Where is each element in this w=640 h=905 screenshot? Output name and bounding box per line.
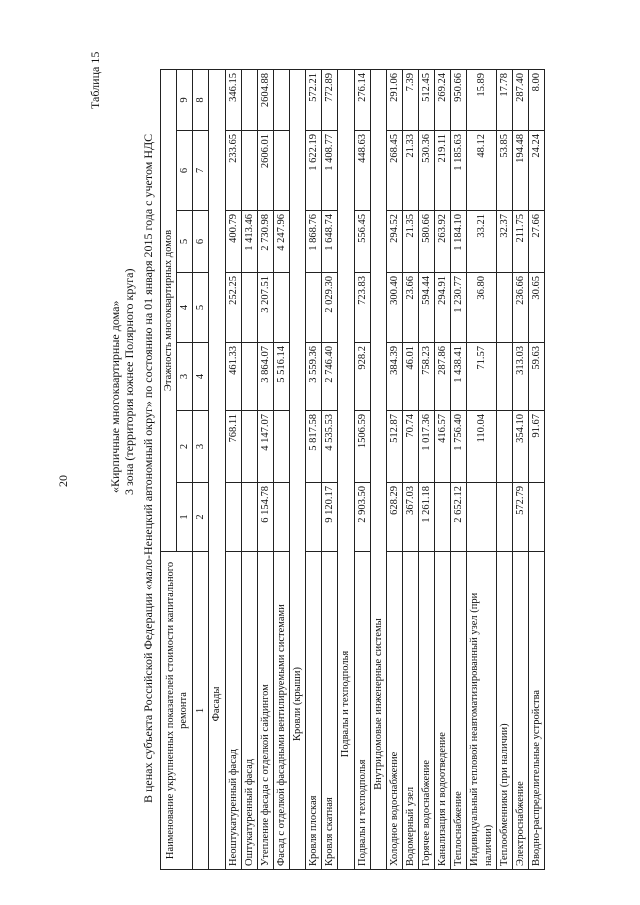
- value-cell: [306, 273, 322, 343]
- value-cell: 30.65: [528, 273, 544, 343]
- value-cell: 300.40: [386, 273, 402, 343]
- table-row: [273, 70, 289, 870]
- value-cell: 9 120.17: [322, 483, 338, 552]
- name-header: Наименование укрупненных показателей стоимости капитального ремонта: [161, 552, 193, 870]
- value-cell: 1 017.36: [419, 411, 435, 483]
- value-cell: 3 864.07: [257, 343, 273, 411]
- section-title: Внутридомовые инженерные системы: [372, 618, 384, 790]
- value-cell: 36.80: [467, 273, 496, 343]
- row-name: Электроснабжение: [512, 552, 528, 870]
- value-cell: [467, 483, 496, 552]
- floor-header: 9: [177, 70, 193, 131]
- value-cell: [241, 343, 257, 411]
- column-number-row: [193, 70, 209, 870]
- value-cell: 2 903.50: [354, 483, 370, 552]
- value-cell: 950.66: [451, 70, 467, 131]
- row-name: Теплообменники (при наличии): [496, 552, 512, 870]
- value-cell: 530.36: [419, 131, 435, 211]
- value-cell: [528, 483, 544, 552]
- value-cell: 1 438.41: [451, 343, 467, 411]
- value-cell: 110.04: [467, 411, 496, 483]
- value-cell: 772.89: [322, 70, 338, 131]
- column-number: 8: [193, 70, 209, 131]
- table-row: [435, 70, 451, 870]
- value-cell: 70.74: [402, 411, 418, 483]
- section-cell: [370, 70, 386, 870]
- value-cell: 287.40: [512, 70, 528, 131]
- section-title: Фасады: [211, 686, 223, 722]
- value-cell: 1 261.18: [419, 483, 435, 552]
- value-cell: 24.24: [528, 131, 544, 211]
- section-row: [370, 70, 386, 870]
- column-number: 2: [193, 483, 209, 552]
- value-cell: 768.11: [225, 411, 241, 483]
- value-cell: 1506.59: [354, 411, 370, 483]
- value-cell: 400.79: [225, 211, 241, 273]
- row-name: Кровля скатная: [322, 552, 338, 870]
- value-cell: [306, 483, 322, 552]
- floor-header: 1: [177, 483, 193, 552]
- heading-line-2: 3 зона (территория южнее Полярного круга): [122, 268, 136, 495]
- value-cell: 32.37: [496, 211, 512, 273]
- value-cell: 46.01: [402, 343, 418, 411]
- value-cell: 1 868.76: [306, 211, 322, 273]
- floor-header: 5: [177, 211, 193, 273]
- value-cell: 15.89: [467, 70, 496, 131]
- value-cell: 233.65: [225, 131, 241, 211]
- table-row: [451, 70, 467, 870]
- row-name: Индивидуальный тепловой неавтоматизированный узел (при наличии): [467, 552, 496, 870]
- value-cell: 268.45: [386, 131, 402, 211]
- value-cell: 2 652.12: [451, 483, 467, 552]
- column-number: 5: [193, 273, 209, 343]
- table-row: [402, 70, 418, 870]
- heading-line-3: В ценах субъекта Российской Федерации «мало-Ненецкий автономный округ» по состоянию на 01 января 2015 года с учетом НДС: [141, 133, 155, 803]
- value-cell: 294.91: [435, 273, 451, 343]
- table-row: [467, 70, 496, 870]
- table-row: [512, 70, 528, 870]
- row-name: Горячее водоснабжение: [419, 552, 435, 870]
- value-cell: 2604.88: [257, 70, 273, 131]
- section-row: [338, 70, 354, 870]
- value-cell: [496, 273, 512, 343]
- value-cell: [273, 273, 289, 343]
- value-cell: 33.21: [467, 211, 496, 273]
- row-name: Фасад с отделкой фасадными вентилируемыми системами: [273, 552, 289, 870]
- row-name: Подвалы и техподполья: [354, 552, 370, 870]
- value-cell: 2 029.30: [322, 273, 338, 343]
- value-cell: 313.03: [512, 343, 528, 411]
- value-cell: 928.2: [354, 343, 370, 411]
- row-name: Оштукатуренный фасад: [241, 552, 257, 870]
- floor-header: 4: [177, 273, 193, 343]
- value-cell: 461.33: [225, 343, 241, 411]
- table-row: [354, 70, 370, 870]
- row-name: Водомерный узел: [402, 552, 418, 870]
- row-name: Теплоснабжение: [451, 552, 467, 870]
- value-cell: 263.92: [435, 211, 451, 273]
- table-row: [225, 70, 241, 870]
- value-cell: 27.66: [528, 211, 544, 273]
- value-cell: [241, 131, 257, 211]
- value-cell: 723.83: [354, 273, 370, 343]
- value-cell: 1 622.19: [306, 131, 322, 211]
- value-cell: [241, 411, 257, 483]
- value-cell: 594.44: [419, 273, 435, 343]
- value-cell: 1 185.63: [451, 131, 467, 211]
- value-cell: 346.15: [225, 70, 241, 131]
- value-cell: 448.63: [354, 131, 370, 211]
- row-name: Вводно-распределительные устройства: [528, 552, 544, 870]
- value-cell: 23.66: [402, 273, 418, 343]
- table-row: [322, 70, 338, 870]
- value-cell: 294.52: [386, 211, 402, 273]
- value-cell: 21.33: [402, 131, 418, 211]
- value-cell: 5 817.58: [306, 411, 322, 483]
- value-cell: 758.23: [419, 343, 435, 411]
- page-number: 20: [56, 475, 70, 487]
- value-cell: 416.57: [435, 411, 451, 483]
- floor-header: 2: [177, 411, 193, 483]
- value-cell: 5 516.14: [273, 343, 289, 411]
- value-cell: 91.67: [528, 411, 544, 483]
- value-cell: 252.25: [225, 273, 241, 343]
- heading-line-1: «Кирпичные многоквартирные дома»: [108, 300, 122, 493]
- value-cell: 628.29: [386, 483, 402, 552]
- value-cell: 572.21: [306, 70, 322, 131]
- value-cell: [273, 131, 289, 211]
- value-cell: 1 756.40: [451, 411, 467, 483]
- value-cell: [225, 483, 241, 552]
- table-row: [386, 70, 402, 870]
- value-cell: [496, 343, 512, 411]
- value-cell: 2 730.98: [257, 211, 273, 273]
- table-row: [419, 70, 435, 870]
- column-number: 6: [193, 211, 209, 273]
- value-cell: 269.24: [435, 70, 451, 131]
- section-title: Подвалы и техподполья: [340, 650, 352, 758]
- value-cell: 4 247.96: [273, 211, 289, 273]
- value-cell: 6 154.78: [257, 483, 273, 552]
- value-cell: 287.86: [435, 343, 451, 411]
- value-cell: 53.85: [496, 131, 512, 211]
- value-cell: 3 207.51: [257, 273, 273, 343]
- value-cell: [273, 483, 289, 552]
- value-cell: 572.79: [512, 483, 528, 552]
- value-cell: 17.78: [496, 70, 512, 131]
- table-number: Таблица 15: [88, 51, 102, 109]
- value-cell: 367.03: [402, 483, 418, 552]
- value-cell: 7.39: [402, 70, 418, 131]
- value-cell: 8.00: [528, 70, 544, 131]
- value-cell: [496, 483, 512, 552]
- value-cell: 194.48: [512, 131, 528, 211]
- floors-header: Этажность многоквартирных домов: [161, 70, 177, 552]
- value-cell: 556.45: [354, 211, 370, 273]
- row-name: Канализация и водоотведение: [435, 552, 451, 870]
- value-cell: [435, 483, 451, 552]
- value-cell: 21.35: [402, 211, 418, 273]
- value-cell: 580.66: [419, 211, 435, 273]
- value-cell: 1 184.10: [451, 211, 467, 273]
- value-cell: 291.06: [386, 70, 402, 131]
- value-cell: 71.57: [467, 343, 496, 411]
- price-table: [160, 69, 545, 870]
- value-cell: 48.12: [467, 131, 496, 211]
- column-number: 4: [193, 343, 209, 411]
- value-cell: 276.14: [354, 70, 370, 131]
- floor-header: 6: [177, 131, 193, 211]
- value-cell: 219.11: [435, 131, 451, 211]
- value-cell: [273, 70, 289, 131]
- value-cell: [241, 483, 257, 552]
- table-row: [241, 70, 257, 870]
- value-cell: 1 408.77: [322, 131, 338, 211]
- value-cell: [241, 273, 257, 343]
- section-title: Кровли (крыши): [292, 667, 303, 741]
- section-cell: [338, 70, 354, 870]
- value-cell: 59.63: [528, 343, 544, 411]
- value-cell: 4 535.53: [322, 411, 338, 483]
- row-name: Холодное водоснабжение: [386, 552, 402, 870]
- row-name: Утепление фасада с отделкой сайдингом: [257, 552, 273, 870]
- row-name: Неоштукатуренный фасад: [225, 552, 241, 870]
- table-row: [306, 70, 322, 870]
- value-cell: 354.10: [512, 411, 528, 483]
- value-cell: 211.75: [512, 211, 528, 273]
- table-body: [161, 70, 545, 870]
- value-cell: 236.66: [512, 273, 528, 343]
- value-cell: [273, 411, 289, 483]
- value-cell: 512.87: [386, 411, 402, 483]
- value-cell: 1 648.74: [322, 211, 338, 273]
- section-cell: [209, 70, 225, 870]
- value-cell: [496, 411, 512, 483]
- column-number: 1: [193, 552, 209, 870]
- value-cell: [241, 70, 257, 131]
- section-row: [290, 70, 306, 870]
- column-number: 3: [193, 411, 209, 483]
- row-name: Кровля плоская: [306, 552, 322, 870]
- value-cell: 1 230.77: [451, 273, 467, 343]
- value-cell: 1 413.46: [241, 211, 257, 273]
- value-cell: 512.45: [419, 70, 435, 131]
- table-row: [528, 70, 544, 870]
- section-row: [209, 70, 225, 870]
- value-cell: 3 559.36: [306, 343, 322, 411]
- section-cell: [290, 70, 306, 870]
- value-cell: 4 147.07: [257, 411, 273, 483]
- column-number: 7: [193, 131, 209, 211]
- floor-header: 3: [177, 343, 193, 411]
- header-row-1: [161, 70, 177, 870]
- value-cell: 384.39: [386, 343, 402, 411]
- value-cell: 2 746.40: [322, 343, 338, 411]
- value-cell: 2606.01: [257, 131, 273, 211]
- table-row: [257, 70, 273, 870]
- table-row: [496, 70, 512, 870]
